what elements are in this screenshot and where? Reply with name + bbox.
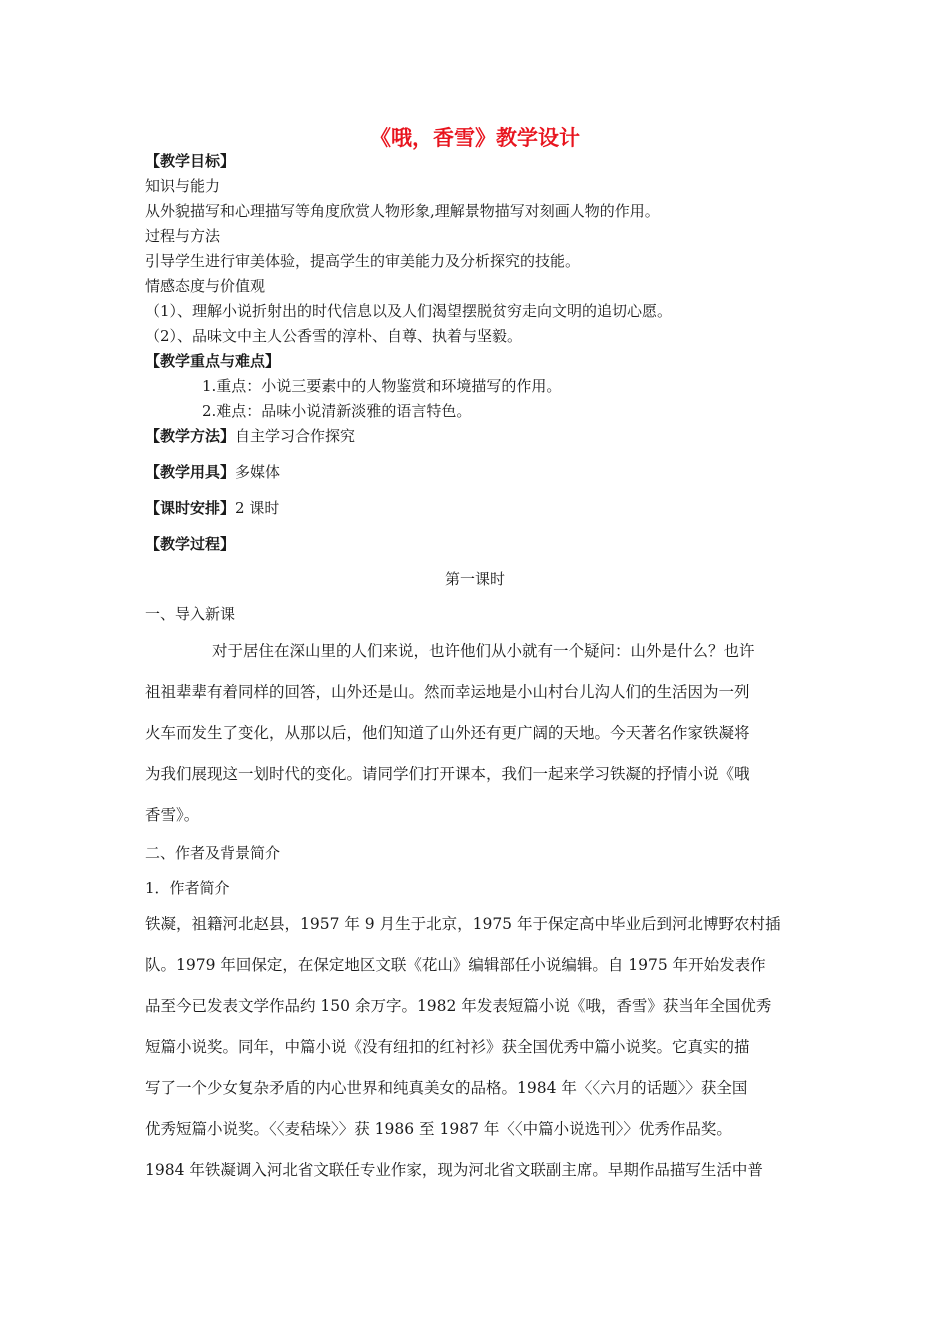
- intro-line-4: 为我们展现这一划时代的变化。请同学们打开课本，我们一起来学习铁凝的抒情小说《哦: [145, 765, 750, 783]
- document-title: 《哦，香雪》教学设计: [370, 125, 580, 150]
- method-heading: 【教学方法】: [145, 427, 236, 445]
- method-row: [145, 425, 355, 447]
- section-two-heading: 二、作者及背景简介: [145, 844, 281, 862]
- author-line-3: 品至今已发表文学作品约 150 余万字。1982 年发表短篇小说《哦，香雪》获当年全国优秀: [145, 997, 772, 1015]
- method-value: 自主学习合作探究: [235, 427, 356, 445]
- tools-heading: 【教学用具】: [145, 463, 236, 481]
- intro-line-1: 对于居住在深山里的人们来说，也许他们从小就有一个疑问：山外是什么？也许: [212, 642, 755, 660]
- process-text: 引导学生进行审美体验，提高学生的审美能力及分析探究的技能。: [145, 252, 581, 270]
- author-line-6: 优秀短篇小说奖。〈〈麦秸垛〉〉获 1986 至 1987 年〈〈中篇小说选刊〉〉优秀作品奖。: [145, 1120, 732, 1138]
- intro-line-2: 祖祖辈辈有着同样的回答，山外还是山。然而幸运地是小山村台儿沟人们的生活因为一列: [145, 683, 750, 701]
- section-one-heading: 一、导入新课: [145, 605, 236, 623]
- objectives-heading: 【教学目标】: [145, 152, 236, 170]
- lesson-one-label: 第一课时: [444, 570, 505, 588]
- emotion-label: 情感态度与价值观: [145, 277, 266, 295]
- author-line-4: 短篇小说奖。同年，中篇小说《没有纽扣的红衬衫》获全国优秀中篇小说奖。它真实的描: [145, 1038, 750, 1056]
- author-sub-heading: 1．作者简介: [145, 879, 230, 897]
- author-line-5: 写了一个少女复杂矛盾的内心世界和纯真美女的品格。1984 年〈〈六月的话题〉〉获全国: [145, 1079, 748, 1097]
- author-line-7: 1984 年铁凝调入河北省文联任专业作家，现为河北省文联副主席。早期作品描写生活中普: [145, 1161, 763, 1179]
- author-line-2: 队。1979 年回保定，在保定地区文联《花山》编辑部任小说编辑。自 1975 年开始发表作: [145, 956, 766, 974]
- key-point-item-1: 1.重点：小说三要素中的人物鉴赏和环境描写的作用。: [202, 377, 562, 395]
- key-point-item-2: 2.难点：品味小说清新淡雅的语言特色。: [202, 402, 472, 420]
- emotion-item-2: （2）、品味文中主人公香雪的淳朴、自尊、执着与坚毅。: [145, 327, 523, 345]
- schedule-value: 2 课时: [235, 499, 280, 517]
- intro-line-5: 香雪》。: [145, 806, 200, 824]
- schedule-heading: 【课时安排】: [145, 499, 236, 517]
- knowledge-label: 知识与能力: [145, 177, 221, 195]
- tools-row: [145, 461, 280, 483]
- knowledge-text: 从外貌描写和心理描写等角度欣赏人物形象,理解景物描写对刻画人物的作用。: [145, 202, 660, 220]
- emotion-item-1: （1）、理解小说折射出的时代信息以及人们渴望摆脱贫穷走向文明的追切心愿。: [145, 302, 673, 320]
- key-points-heading: 【教学重点与难点】: [145, 352, 281, 370]
- schedule-row: [145, 497, 279, 519]
- intro-line-3: 火车而发生了变化，从那以后，他们知道了山外还有更广阔的天地。今天著名作家铁凝将: [145, 724, 750, 742]
- tools-value: 多媒体: [235, 463, 281, 481]
- process-heading: 【教学过程】: [145, 535, 236, 553]
- process-label: 过程与方法: [145, 227, 221, 245]
- author-line-1: 铁凝，祖籍河北赵县，1957 年 9 月生于北京，1975 年于保定高中毕业后到河北博野农村插: [145, 915, 781, 933]
